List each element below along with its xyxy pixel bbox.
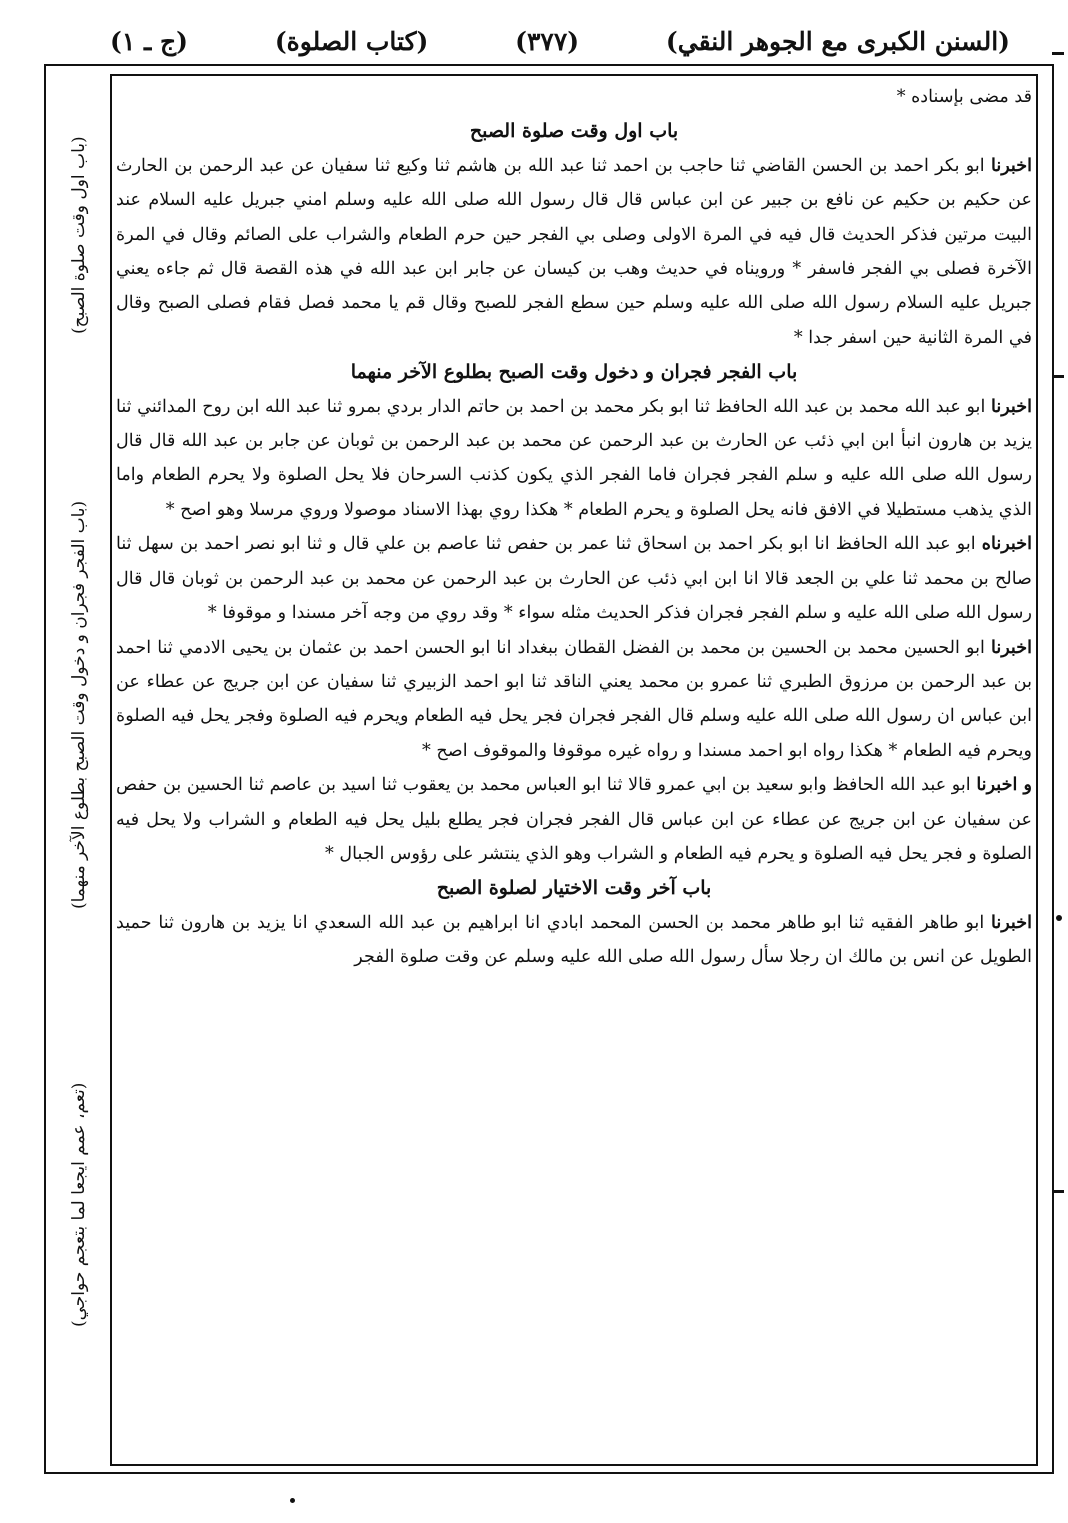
paragraph-lead-4: اخبرنا <box>990 636 1032 658</box>
paragraph-text-2: ابو عبد الله محمد بن عبد الله الحافظ ثنا ابو بكر محمد بن احمد بن حاتم الدار بردي بمرو ثنا عبد الله ابن روح المدائني ثنا يزيد بن هارون انبأ ابن ابي ذئب عن الحارث بن عبد الرحمن عن محمد بن عبد الرحمن بن ثوبان عن جابر بن عبد الله قال قال رسول الله صلى الله عليه و سلم الفجر فجران فاما الفجر الذي يكون كذنب السرحان فلا يحل الصلوة ولا يحرم الطعام واما الذي يذهب مستطيلا في الافق فانه يحل الصلوة و يحرم الطعام * هكذا روي بهذا الاسناد موصولا وروي مرسلا وهو اصح * <box>116 396 1032 520</box>
margin-tick-1 <box>1052 52 1064 55</box>
page-header <box>110 14 1010 68</box>
paragraph-lead-3: اخبرناه <box>981 533 1032 555</box>
paragraph-text-6: ابو طاهر الفقيه ثنا ابو طاهر محمد بن الحسن المحمد ابادي انا ابراهيم بن عبد الله السعدي انا يزيد بن هارون ثنا حميد الطويل عن انس بن مالك ان رجلا سأل رسول الله صلى الله عليه وسلم عن وقت صلوة الفجر <box>116 912 1032 968</box>
margin-note-3: (تعم، عمم ايجعا لما بتعجم حواجي) <box>69 1082 89 1328</box>
chapter-title-1: باب اول وقت صلوة الصبح <box>469 120 679 143</box>
paragraph-6 <box>116 906 1032 975</box>
paragraph-text-5: ابو عبد الله الحافظ وابو سعيد بن ابي عمرو قالا ثنا ابو العباس محمد بن يعقوب ثنا اسيد بن عاصم ثنا الحسين بن حفص عن سفيان عن ابن جريج عن عطاء عن ابن عباس قال الفجر فجران فجر يطلع بليل يحل فيه الطعام و الشراب ولا يحل فيه الصلوة و فجر يحل فيه الصلوة و يحرم فيه الطعام و الشراب وهو الذي ينتشر على رؤوس الجبال * <box>116 775 1032 864</box>
paragraph-lead-6: اخبرنا <box>990 911 1032 933</box>
paragraph-1 <box>116 149 1032 355</box>
margin-dot <box>1056 915 1062 921</box>
paragraph-lead-1: اخبرنا <box>990 154 1032 176</box>
paragraph-text-4: ابو الحسين محمد بن الحسين بن محمد بن الفضل القطان ببغداد انا ابو الحسن احمد بن عثمان بن يحيى الادمي ثنا احمد بن عبد الرحمن بن مرزوق الطبري ثنا عمرو بن محمد يعني الناقد ثنا ابو احمد الزبيري ثنا سفيان عن ابن جريج عن عطاء عن ابن عباس ان رسول الله صلى الله عليه وسلم قال الفجر فجران فجر يحل فيه الطعام ويحرم فيه الصلوة وفجر يحل فيه الصلوة ويحرم فيه الطعام * هكذا رواه ابو احمد مسندا و رواه غيره موقوفا والموقوف اصح * <box>116 637 1032 761</box>
main-text <box>116 80 1032 1462</box>
volume-label: (ج ـ ١) <box>110 26 188 56</box>
intro-line: قد مضى بإسناده * <box>896 87 1032 107</box>
paragraph-text-3: ابو عبد الله الحافظ انا ابو بكر احمد بن اسحاق ثنا عمر بن حفص ثنا عاصم بن علي قال و ثنا ابو نصر احمد بن سهل ثنا صالح بن محمد ثنا علي بن الجعد قالا انا ابن ابي ذئب عن الحارث بن عبد الرحمن عن محمد بن عبد الرحمن بن ثوبان قال قال رسول الله صلى الله عليه و سلم الفجر فجران فذكر الحديث مثله سواء * وقد روي من وجه آخر مسندا و موقوفا * <box>116 534 1032 624</box>
margin-tick-2 <box>1052 375 1064 378</box>
paragraph-lead-2: اخبرنا <box>990 395 1032 417</box>
paragraph-text-1: ابو بكر احمد بن الحسن القاضي ثنا حاجب بن احمد ثنا عبد الله بن هاشم ثنا وكيع ثنا سفيان عن عبد الرحمن بن الحارث عن حكيم بن حكيم عن نافع بن جبير عن ابن عباس قال قال رسول الله صلى الله عليه وسلم امني جبريل عليه السلام عند البيت مرتين فذكر الحديث قال فيه في المرة الاولى وصلى بي الفجر حين حرم الطعام والشراب على الصائم وقال في المرة الآخرة فصلى بي الفجر فاسفر * ورويناه في حديث وهب بن كيسان عن جابر ابن عبد الله في هذه القصة قال ثم جاءه يعني جبريل عليه السلام رسول الله صلى الله عليه وسلم حين سطع الفجر للصبح وقال قم يا محمد فصل فقام فصلى الصبح وقال في المرة الثانية حين اسفر جدا * <box>116 155 1032 348</box>
paragraph-4 <box>116 631 1032 769</box>
paragraph-5 <box>116 768 1032 871</box>
chapter-title-3: باب آخر وقت الاختيار لصلوة الصبح <box>436 877 712 900</box>
running-title: (السنن الكبرى مع الجوهر النقي) <box>665 26 1010 56</box>
margin-note-1: (باب اول وقت صلوة الصبح) <box>69 136 89 334</box>
paragraph-3 <box>116 527 1032 630</box>
page-number: (٣٧٧) <box>515 26 580 56</box>
book-title: (كتاب الصلوة) <box>274 26 429 56</box>
margin-note-2: (باب الفجر فجران و دخول وقت الصبح بطلوع الآخر منهما) <box>69 500 89 910</box>
paragraph-lead-5: و اخبرنا <box>976 774 1032 796</box>
chapter-title-2: باب الفجر فجران و دخول وقت الصبح بطلوع الآخر منهما <box>350 361 798 384</box>
paragraph-2 <box>116 390 1032 528</box>
page-dot <box>290 1498 295 1503</box>
margin-tick-3 <box>1052 1190 1064 1193</box>
